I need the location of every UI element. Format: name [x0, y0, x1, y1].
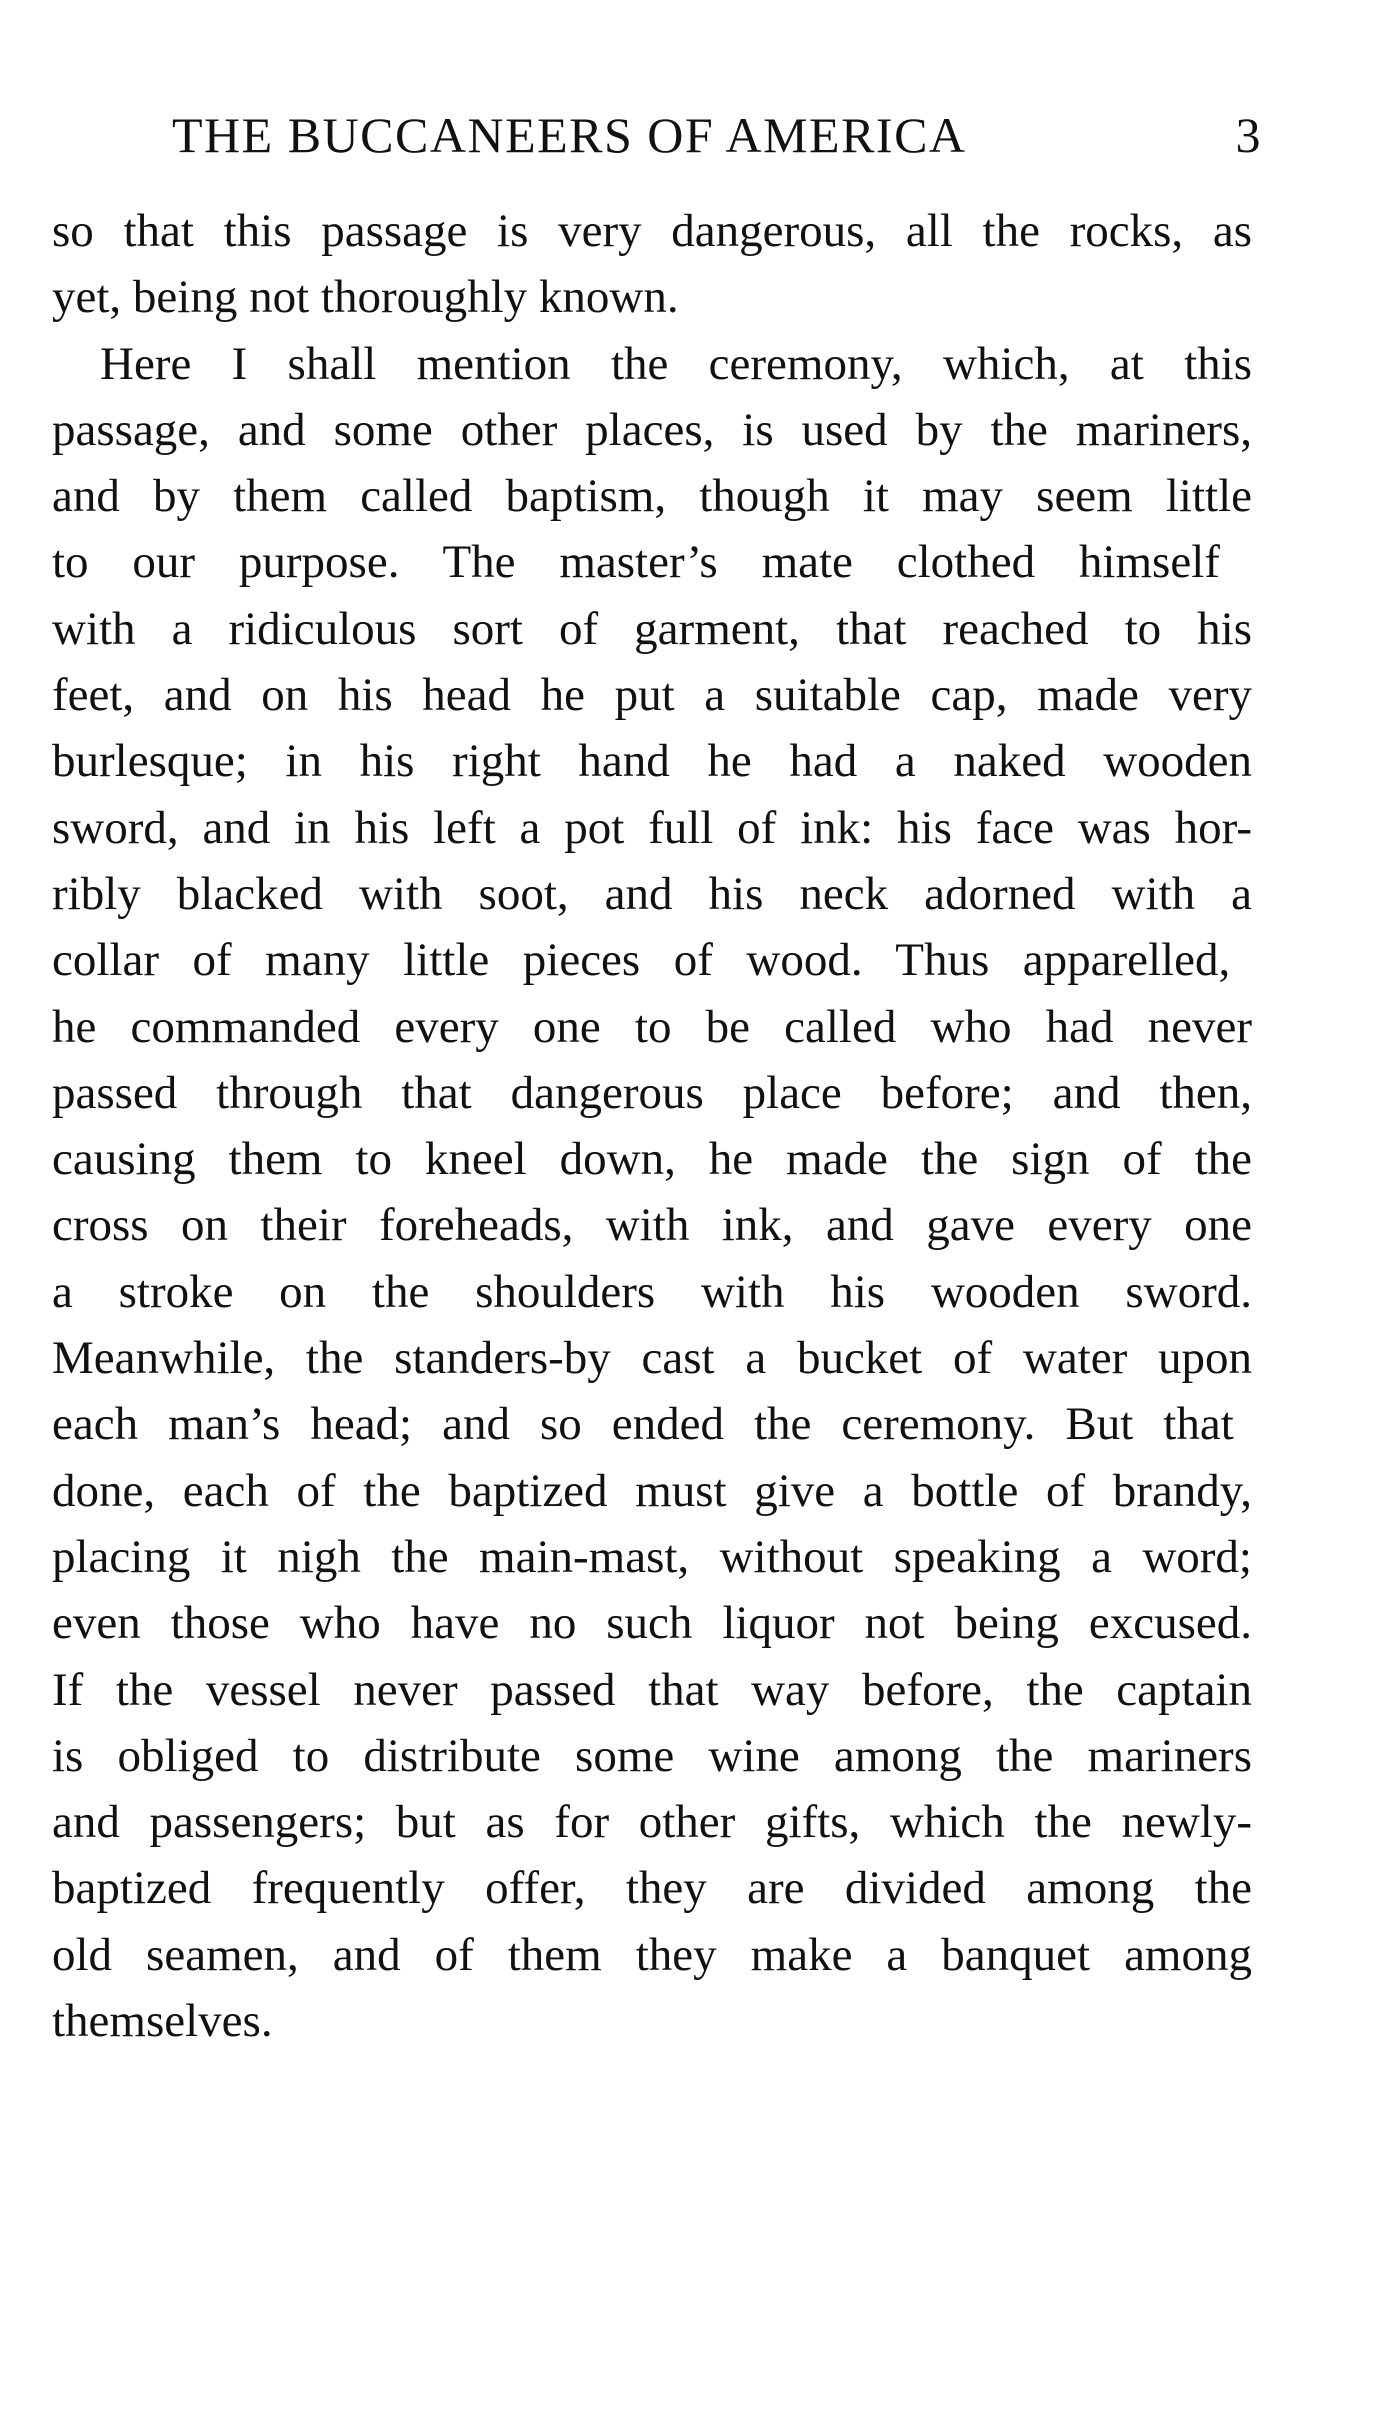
- text-line: baptized frequently offer, they are divided among the: [52, 1862, 1252, 1915]
- text-line: Meanwhile, the standers-by cast a bucket of water upon: [52, 1332, 1252, 1385]
- text-line: and by them called baptism, though it may seem little: [52, 470, 1252, 523]
- text-line: old seamen, and of them they make a banquet among: [52, 1928, 1252, 1981]
- text-line: If the vessel never passed that way before, the captain: [52, 1663, 1252, 1716]
- running-title: THE BUCCANEERS OF AMERICA: [172, 107, 967, 163]
- text-line: collar of many little pieces of wood. Thus apparelled,: [52, 934, 1231, 987]
- text-line: so that this passage is very dangerous, all the rocks, as: [52, 205, 1252, 257]
- body-text: [52, 198, 1252, 2054]
- text-line: ribly blacked with soot, and his neck adorned with a: [52, 867, 1252, 920]
- text-line: passage, and some other places, is used by the mariners,: [52, 403, 1252, 456]
- text-line: with a ridiculous sort of garment, that reached to his: [52, 602, 1252, 655]
- page-number: 3: [1235, 107, 1262, 163]
- text-line: a stroke on the shoulders with his wooden sword.: [52, 1265, 1252, 1318]
- text-line: each man’s head; and so ended the ceremony. But that: [52, 1398, 1234, 1451]
- text-line: passed through that dangerous place before; and then,: [52, 1066, 1252, 1119]
- text-line: sword, and in his left a pot full of ink: his face was hor-: [52, 801, 1252, 854]
- text-line: he commanded every one to be called who had never: [52, 1000, 1252, 1053]
- text-line: and passengers; but as for other gifts, which the newly-: [52, 1796, 1252, 1849]
- text-line: themselves.: [52, 1995, 273, 2048]
- text-line: placing it nigh the main-mast, without speaking a word;: [52, 1530, 1252, 1583]
- text-line: causing them to kneel down, he made the sign of the: [52, 1133, 1252, 1186]
- text-line: yet, being not thoroughly known.: [52, 271, 679, 324]
- running-head: [172, 105, 1262, 165]
- paragraph-1: [52, 198, 1252, 331]
- text-line: cross on their foreheads, with ink, and gave every one: [52, 1199, 1252, 1252]
- text-line: feet, and on his head he put a suitable cap, made very: [52, 669, 1252, 722]
- text-line: done, each of the baptized must give a bottle of brandy,: [52, 1464, 1252, 1517]
- text-line: Here I shall mention the ceremony, which, at this: [100, 337, 1252, 390]
- text-line: burlesque; in his right hand he had a naked wooden: [52, 735, 1252, 788]
- paragraph-2: [52, 331, 1252, 2055]
- text-line: is obliged to distribute some wine among the mariners: [52, 1729, 1252, 1782]
- text-line: even those who have no such liquor not being excused.: [52, 1597, 1252, 1650]
- text-line: to our purpose. The master’s mate clothed himself: [52, 536, 1220, 589]
